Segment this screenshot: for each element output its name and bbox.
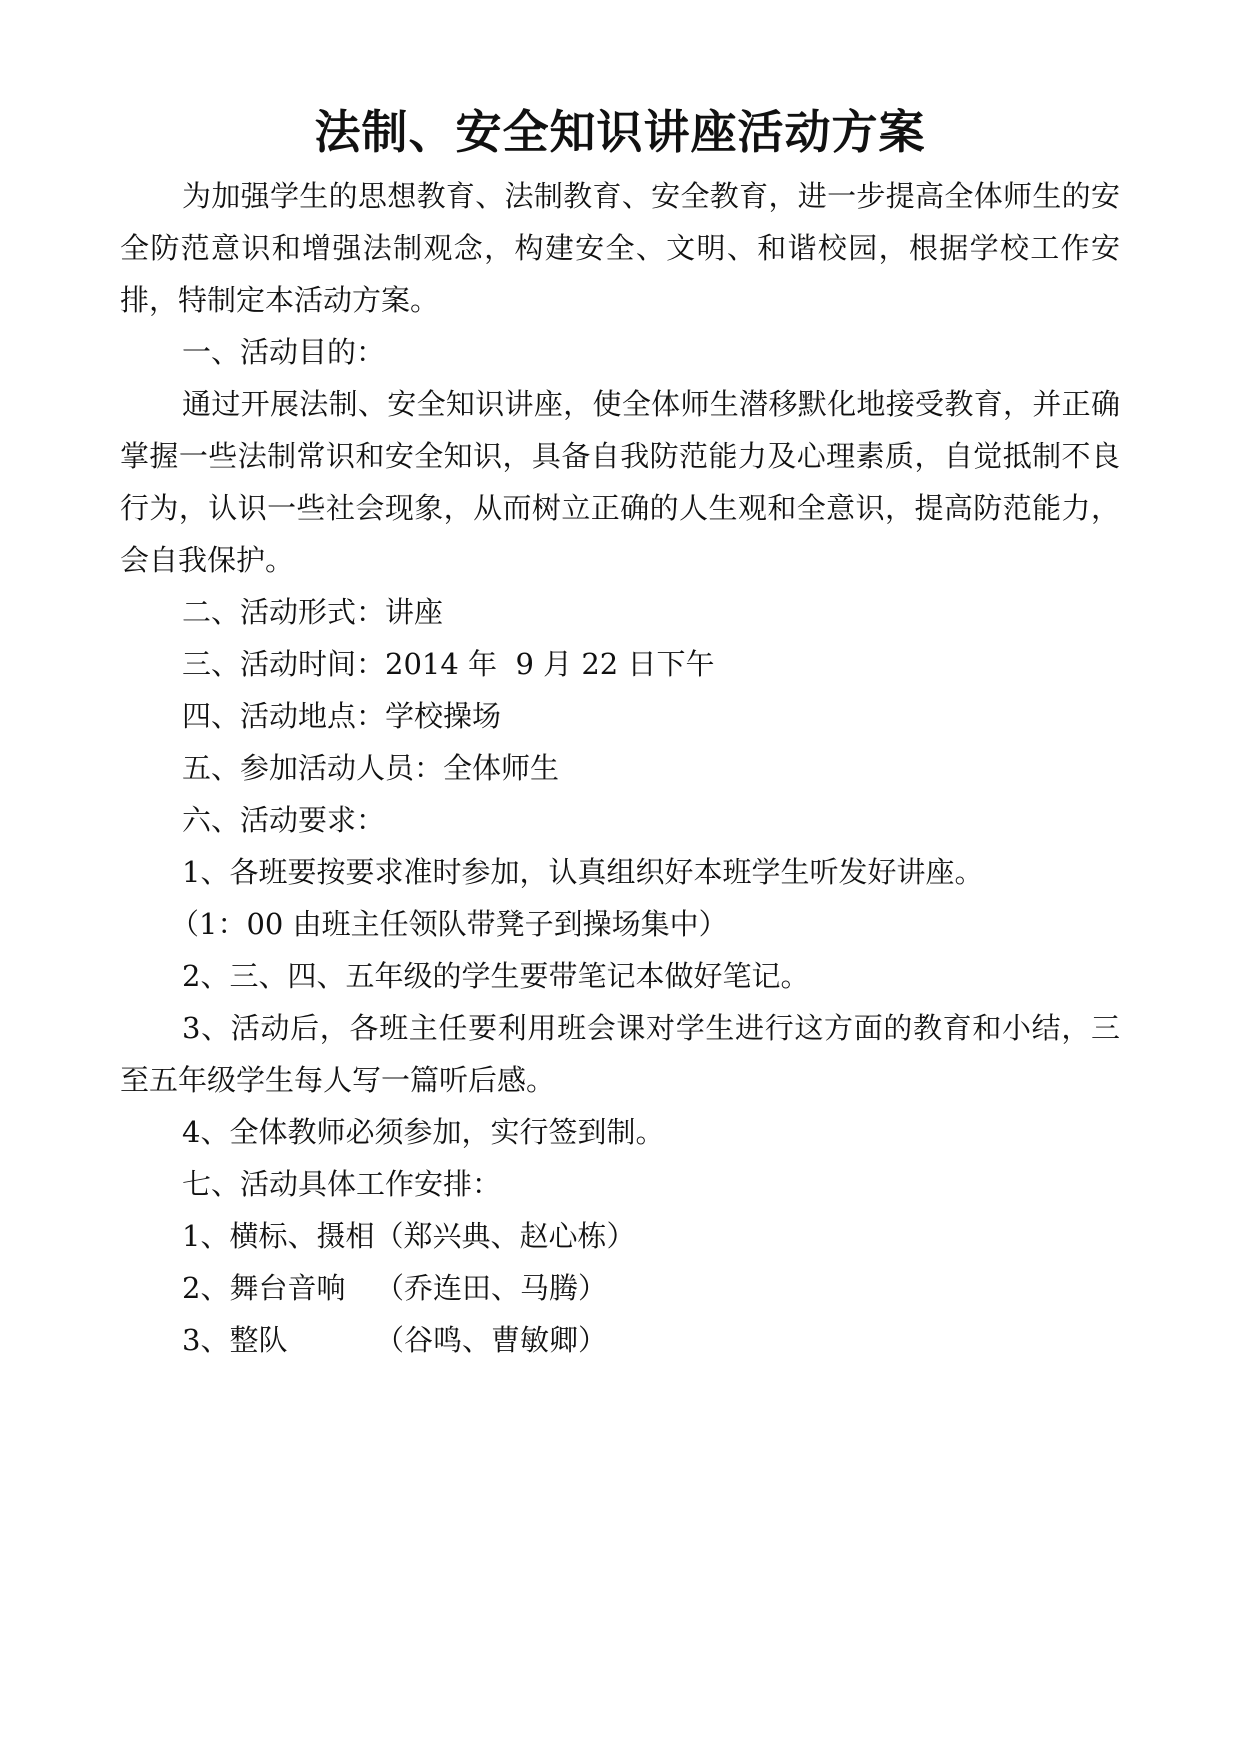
- section-1-heading: 一、活动目的：: [182, 335, 386, 369]
- task-people: （郑兴典、赵心栋）: [374, 1219, 636, 1253]
- intro-paragraph: 为加强学生的思想教育、法制教育、安全教育，进一步提高全体师生的安全防范意识和增强法制观念，构建安全、文明、和谐校园，根据学校工作安排，特制定本活动方案。: [120, 179, 1120, 317]
- section-6-heading: 六、活动要求：: [182, 803, 386, 837]
- section-7-heading: 七、活动具体工作安排：: [182, 1167, 502, 1201]
- document-title: 法制、安全知识讲座活动方案: [314, 105, 926, 159]
- document-page: [120, 100, 1120, 1366]
- section-5: 五、参加活动人员：全体师生: [182, 751, 560, 785]
- task-name: 3、整队: [182, 1323, 288, 1357]
- section-2: 二、活动形式：讲座: [182, 595, 444, 629]
- task-name: 2、舞台音响: [182, 1271, 346, 1305]
- requirement-1-note: （1：00 由班主任领队带凳子到操场集中）: [170, 907, 728, 941]
- requirement-4: 4、全体教师必须参加，实行签到制。: [182, 1115, 665, 1149]
- requirement-3: 3、活动后，各班主任要利用班会课对学生进行这方面的教育和小结，三至五年级学生每人写一篇听后感。: [120, 1011, 1120, 1097]
- requirement-1: 1、各班要按要求准时参加，认真组织好本班学生听发好讲座。: [182, 855, 984, 889]
- task-row: [120, 1314, 1120, 1366]
- task-people: （乔连田、马腾）: [375, 1271, 608, 1305]
- section-4: 四、活动地点：学校操场: [182, 699, 502, 733]
- task-row: [120, 1210, 1120, 1262]
- section-1-body: 通过开展法制、安全知识讲座，使全体师生潜移默化地接受教育，并正确掌握一些法制常识和安全知识，具备自我防范能力及心理素质，自觉抵制不良行为，认识一些社会现象，从而树立正确的人生观和全意识，提高防范能力，会自我保护。: [120, 387, 1120, 577]
- requirement-2: 2、三、四、五年级的学生要带笔记本做好笔记。: [182, 959, 810, 993]
- task-people: （谷鸣、曹敏卿）: [375, 1323, 608, 1357]
- task-name: 1、横标、摄相: [182, 1219, 375, 1253]
- section-3: 三、活动时间：2014 年 9 月 22 日下午: [182, 647, 715, 681]
- task-row: [120, 1262, 1120, 1314]
